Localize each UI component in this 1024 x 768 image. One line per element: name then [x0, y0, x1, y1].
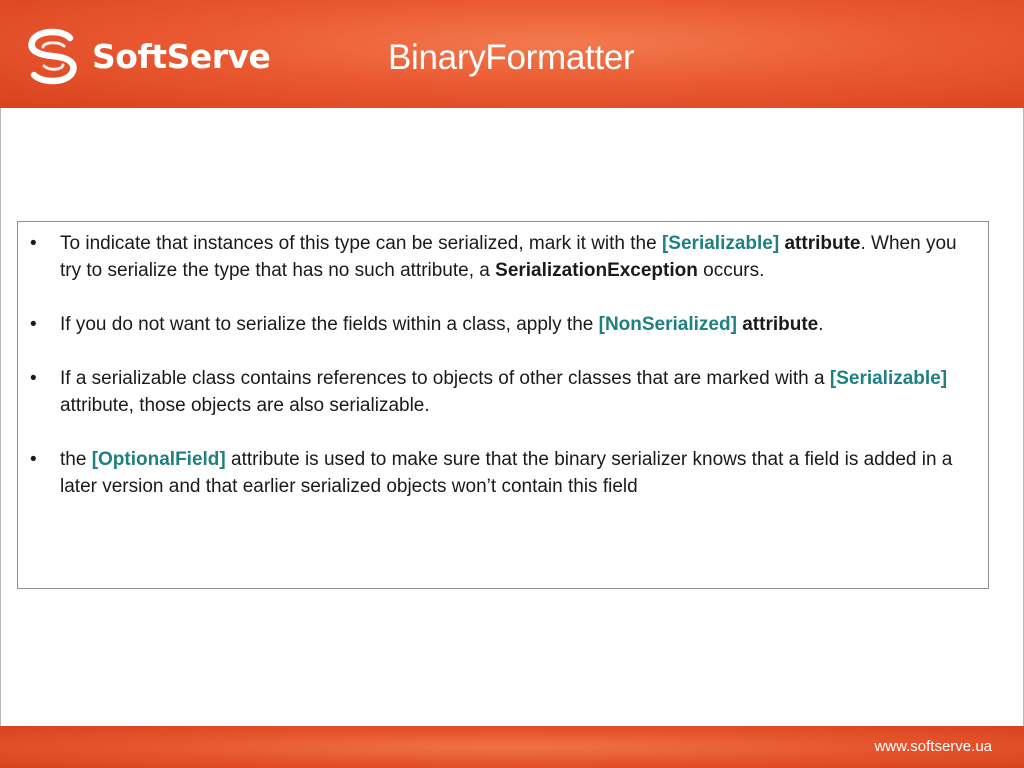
bullet-nonserialized — [18, 311, 988, 338]
bullet-text: . — [818, 314, 824, 335]
slide-footer — [0, 726, 1024, 768]
left-border-line — [0, 108, 1, 726]
bold-term: SerializationException — [495, 260, 698, 281]
content-box — [17, 221, 989, 589]
bullet-references — [18, 365, 988, 419]
softserve-logo — [22, 26, 270, 86]
bullet-marker: • — [30, 449, 37, 470]
bullet-marker: • — [30, 233, 37, 254]
code-term: [Serializable] — [661, 233, 780, 254]
bullet-text: If you do not want to serialize the fields within a class, apply the — [60, 314, 599, 335]
bullet-text: To indicate that instances of this type can be serialized, mark it with the — [60, 233, 662, 254]
footer-url: www.softserve.ua — [874, 738, 992, 755]
bullet-text: . When you try to serialize the type that has no such attribute, a — [60, 233, 957, 281]
softserve-logo-icon — [22, 26, 84, 86]
logo-wordmark: SoftServe — [92, 36, 271, 76]
bold-term: attribute — [784, 233, 861, 254]
code-term: [OptionalField] — [91, 449, 226, 470]
code-term: [NonSerialized] — [598, 314, 737, 335]
code-term: [Serializable] — [829, 368, 948, 389]
bullet-text: the — [60, 449, 92, 470]
bullet-text: attribute, those objects are also serializable. — [60, 395, 430, 416]
bullet-text: attribute is used to make sure that the binary serializer knows that a field is added in a later version and that earlier serialized objects won’t contain this field — [60, 449, 953, 497]
bullet-text: occurs. — [697, 260, 765, 281]
slide-header — [0, 0, 1024, 108]
bullet-list — [18, 222, 988, 500]
bullet-serializable — [18, 230, 988, 284]
bold-term: attribute — [742, 314, 819, 335]
bullet-text: If a serializable class contains references to objects of other classes that are marked with a — [60, 368, 830, 389]
bullet-optionalfield — [18, 446, 988, 500]
bullet-marker: • — [30, 368, 37, 389]
bullet-marker: • — [30, 314, 37, 335]
slide-title: BinaryFormatter — [388, 38, 635, 77]
